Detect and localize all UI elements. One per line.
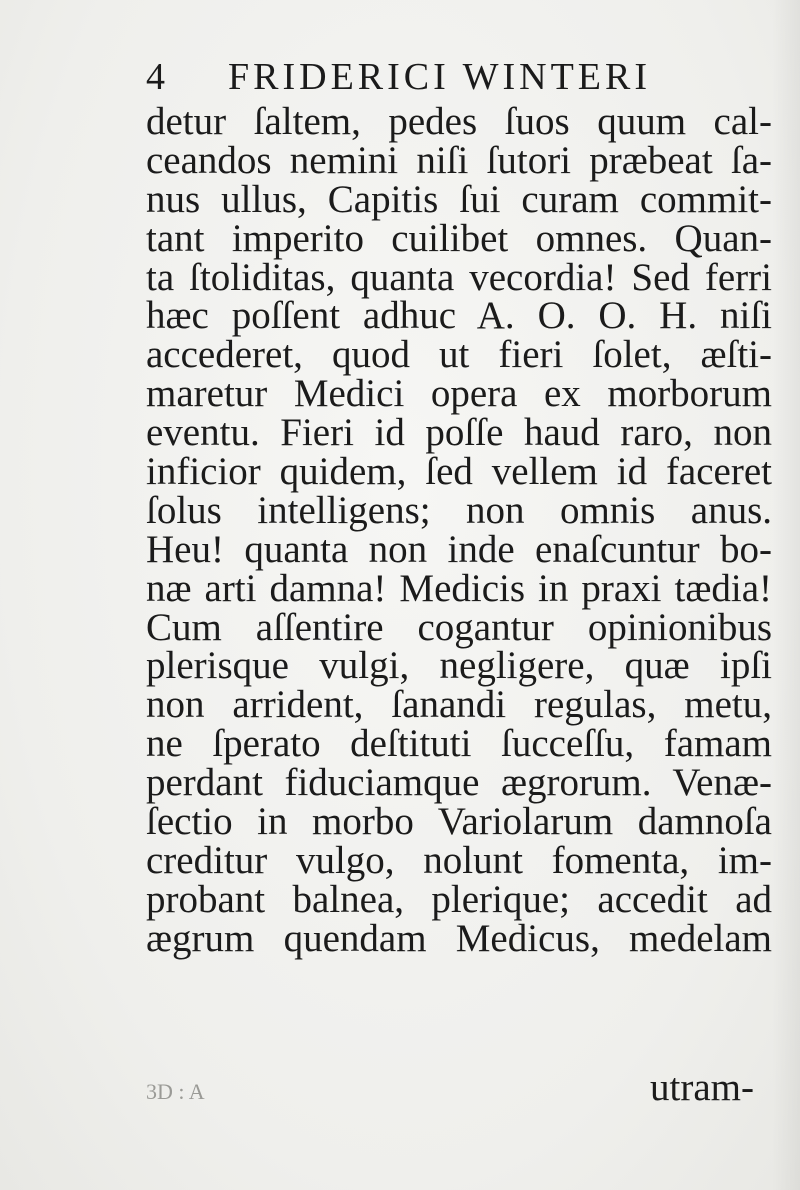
text-line: Cum aſſentire cogantur opinionibus — [146, 605, 772, 649]
text-line: næ arti damna! Medicis in praxi tædia! — [146, 566, 772, 610]
text-line: accederet, quod ut fieri ſolet, æſti- — [146, 333, 772, 377]
text-line: ne ſperato deſtituti ſucceſſu, famam — [146, 722, 772, 766]
running-head — [146, 52, 706, 102]
text-line: Heu! quanta non inde enaſcuntur bo- — [146, 527, 772, 571]
text-line: inficior quidem, ſed vellem id faceret — [146, 450, 772, 494]
text-line: ta ſtoliditas, quanta vecordia! Sed ferri — [146, 255, 772, 299]
signature-mark: 3D : A — [146, 1079, 205, 1104]
text-line: ægrum quendam Medicus, medelam — [146, 916, 772, 960]
text-line: ſolus intelligens; non omnis anus. — [146, 488, 772, 532]
text-line: maretur Medici opera ex morborum — [146, 372, 772, 416]
page-number: 4 — [146, 56, 169, 98]
text-line: probant balnea, plerique; accedit ad — [146, 877, 772, 921]
text-line: plerisque vulgi, negligere, quæ ipſi — [146, 644, 772, 688]
body-text — [146, 100, 786, 960]
text-line: ceandos nemini niſi ſutori præbeat ſa- — [146, 138, 772, 182]
page-footer — [146, 1068, 786, 1108]
text-line: nus ullus, Capitis ſui curam commit- — [146, 177, 772, 221]
catchword: utram- — [650, 1066, 754, 1109]
running-head-title: FRIDERICI WINTERI — [228, 56, 651, 98]
text-line: non arrident, ſanandi regulas, metu, — [146, 683, 772, 727]
text-line: eventu. Fieri id poſſe haud raro, non — [146, 411, 772, 455]
text-line: perdant fiduciamque ægrorum. Venæ- — [146, 761, 772, 805]
text-line: hæc poſſent adhuc A. O. O. H. niſi — [146, 294, 772, 338]
text-line: tant imperito cuilibet omnes. Quan- — [146, 216, 772, 260]
text-line: detur ſaltem, pedes ſuos quum cal- — [146, 100, 772, 143]
text-line: ſectio in morbo Variolarum damnoſa — [146, 800, 772, 844]
text-line: creditur vulgo, nolunt fomenta, im- — [146, 838, 772, 882]
